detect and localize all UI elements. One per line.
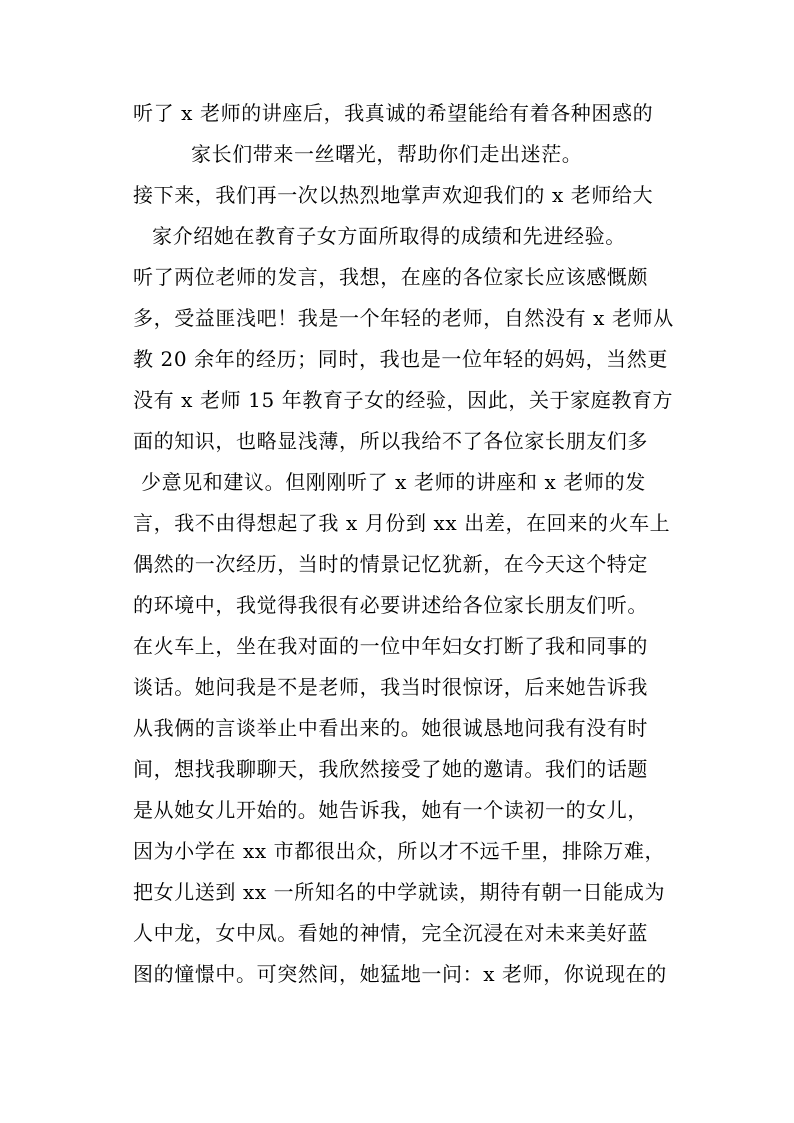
- text-line: 教 20 余年的经历；同时，我也是一位年轻的妈妈，当然更: [133, 347, 668, 371]
- text-line: 言，我不由得想起了我 x 月份到 xx 出差，在回来的火车上: [133, 511, 671, 535]
- text-line: 多，受益匪浅吧！我是一个年轻的老师，自然没有 x 老师从: [133, 306, 674, 330]
- text-line: 接下来，我们再一次以热烈地掌声欢迎我们的 x 老师给大: [133, 183, 654, 207]
- text-line: 少意见和建议。但刚刚听了 x 老师的讲座和 x 老师的发: [141, 470, 646, 494]
- text-line: 没有 x 老师 15 年教育子女的经验，因此，关于家庭教育方: [133, 388, 674, 412]
- text-line: 间，想找我聊聊天，我欣然接受了她的邀请。我们的话题: [133, 757, 648, 781]
- text-line: 听了 x 老师的讲座后，我真诚的希望能给有着各种困惑的: [133, 101, 654, 125]
- text-line: 听了两位老师的发言，我想，在座的各位家长应该感慨颇: [133, 265, 648, 289]
- text-line: 面的知识，也略显浅薄，所以我给不了各位家长朋友们多: [133, 429, 648, 453]
- text-line: 在火车上，坐在我对面的一位中年妇女打断了我和同事的: [133, 634, 648, 658]
- text-line: 家介绍她在教育子女方面所取得的成绩和先进经验。: [152, 224, 626, 248]
- text-line: 把女儿送到 xx 一所知名的中学就读，期待有朝一日能成为: [133, 880, 666, 904]
- text-line: 从我俩的言谈举止中看出来的。她很诚恳地问我有没有时: [133, 716, 648, 740]
- text-line: 偶然的一次经历，当时的情景记忆犹新，在今天这个特定: [133, 552, 648, 576]
- text-line: 的环境中，我觉得我很有必要讲述给各位家长朋友们听。: [133, 593, 648, 617]
- text-line: 是从她女儿开始的。她告诉我，她有一个读初一的女儿，: [133, 798, 648, 822]
- text-line: 图的憧憬中。可突然间，她猛地一问：x 老师，你说现在的: [133, 962, 667, 986]
- text-line: 谈话。她问我是不是老师，我当时很惊讶，后来她告诉我: [133, 675, 648, 699]
- text-line: 人中龙，女中凤。看她的神情，完全沉浸在对未来美好蓝: [133, 921, 648, 945]
- text-line: 家长们带来一丝曙光，帮助你们走出迷茫。: [191, 142, 583, 166]
- text-line: 因为小学在 xx 市都很出众，所以才不远千里，排除万难，: [133, 839, 666, 863]
